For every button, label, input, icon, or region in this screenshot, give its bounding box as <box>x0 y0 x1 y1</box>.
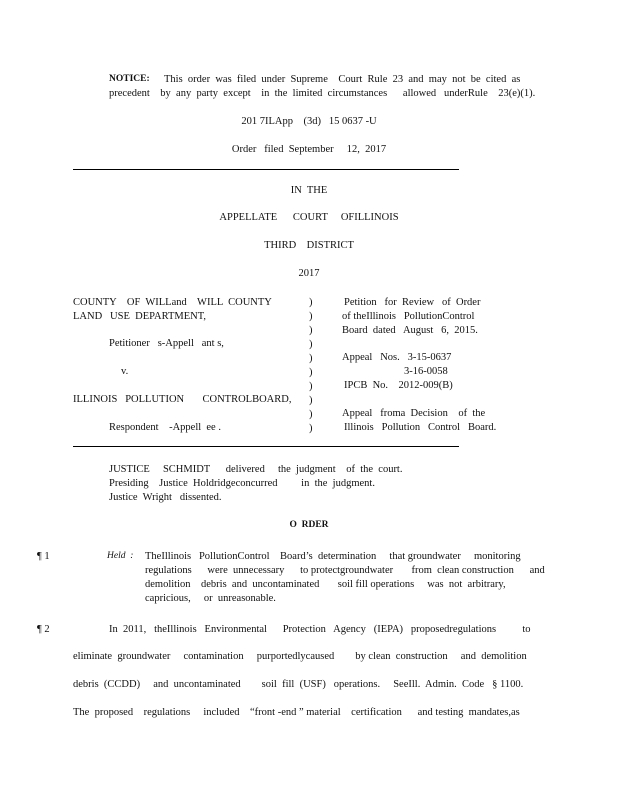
paragraph-2-line-4: The proposed regulations included “front -end ” material certification and testing mandates,as <box>73 707 520 718</box>
caption-left-5: ILLINOIS POLLUTION CONTROLBOARD, <box>73 394 292 405</box>
caption-right-5: 3-16-0058 <box>404 366 448 377</box>
caption-left-4: v. <box>121 366 129 377</box>
caption-right-1: Petition for Review of Order <box>344 297 481 308</box>
caption-paren: ) <box>309 409 313 420</box>
caption-right-6: IPCB No. 2012-009(B) <box>344 380 453 391</box>
caption-paren: ) <box>309 381 313 392</box>
paragraph-1-line-2: regulations were unnecessary to protectgroundwater from clean construction and <box>145 565 545 576</box>
caption-right-4: Appeal Nos. 3-15-0637 <box>342 352 452 363</box>
justices-line-2: Presiding Justice Holdridgeconcurred in the judgment. <box>109 478 375 489</box>
caption-right-7: Appeal froma Decision of the <box>342 408 486 419</box>
caption-paren: ) <box>309 311 313 322</box>
justices-line-3: Justice Wright dissented. <box>109 492 222 503</box>
court-district: THIRD DISTRICT <box>264 240 354 251</box>
justices-line-1: JUSTICE SCHMIDT delivered the judgment of the court. <box>109 464 403 475</box>
caption-right-2: of theIllinois PollutionControl <box>342 311 475 322</box>
caption-right-8: Illinois Pollution Control Board. <box>344 422 497 433</box>
caption-left-3: Petitioner s-Appell ant s, <box>109 338 224 349</box>
caption-right-3: Board dated August 6, 2015. <box>342 325 478 336</box>
caption-paren: ) <box>309 367 313 378</box>
notice-line-1: This order was filed under Supreme Court Rule 23 and may not be cited as <box>164 74 521 85</box>
caption-paren: ) <box>309 325 313 336</box>
caption-paren: ) <box>309 353 313 364</box>
court-name: APPELLATE COURT OFILLINOIS <box>219 212 399 223</box>
top-rule <box>73 169 459 170</box>
court-in-the: IN THE <box>290 185 328 196</box>
held-label: Held : <box>107 551 134 561</box>
paragraph-2-line-3: debris (CCDD) and uncontaminated soil fill (USF) operations. SeeIll. Admin. Code § 1100. <box>73 679 524 690</box>
caption-paren: ) <box>309 395 313 406</box>
paragraph-2-line-2: eliminate groundwater contamination purportedlycaused by clean construction and demolition <box>73 651 527 662</box>
notice-label: NOTICE: <box>109 74 150 84</box>
paragraph-1-line-4: capricious, or unreasonable. <box>145 593 276 604</box>
caption-left-2: LAND USE DEPARTMENT, <box>73 311 206 322</box>
caption-paren: ) <box>309 423 313 434</box>
caption-left-6: Respondent -Appell ee . <box>109 422 221 433</box>
paragraph-mark-1: ¶ 1 <box>37 551 50 562</box>
paragraph-1-line-3: demolition debris and uncontaminated soil fill operations was not arbitrary, <box>145 579 506 590</box>
filed-date: Order filed September 12, 2017 <box>231 144 387 155</box>
order-heading: O RDER <box>289 520 329 530</box>
caption-paren: ) <box>309 339 313 350</box>
paragraph-1-line-1: TheIllinois PollutionControl Board’s determination that groundwater monitoring <box>145 551 521 562</box>
paragraph-2-line-1: In 2011, theIllinois Environmental Protection Agency (IEPA) proposedregulations to <box>109 624 531 635</box>
caption-paren: ) <box>309 297 313 308</box>
citation: 201 7ILApp (3d) 15 0637 -U <box>241 116 377 127</box>
notice-line-2: precedent by any party except in the limited circumstances allowed underRule 23(e)(1). <box>109 88 536 99</box>
paragraph-mark-2: ¶ 2 <box>37 624 50 635</box>
court-year: 2017 <box>298 268 320 279</box>
caption-left-1: COUNTY OF WILLand WILL COUNTY <box>73 297 272 308</box>
caption-bottom-rule <box>73 446 459 447</box>
